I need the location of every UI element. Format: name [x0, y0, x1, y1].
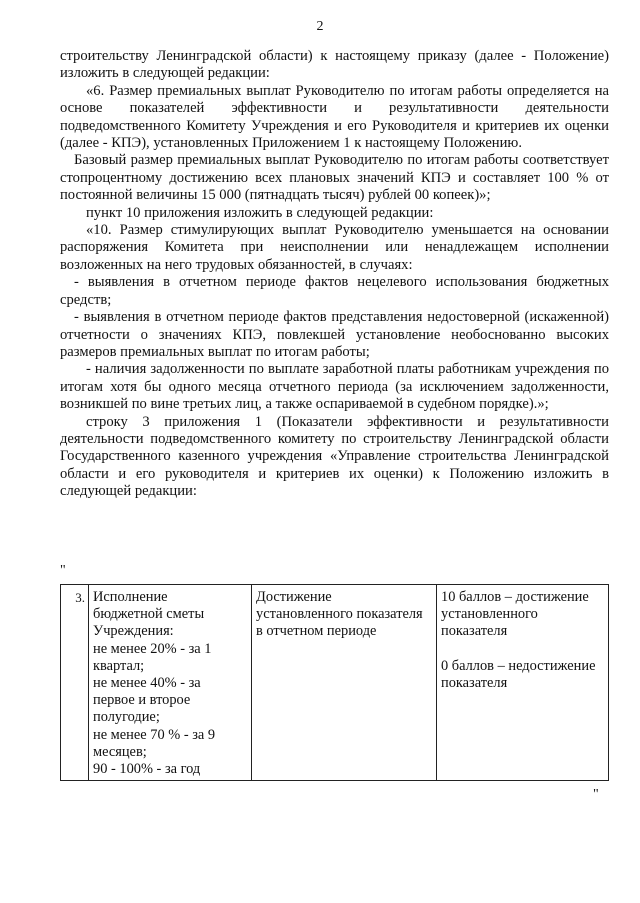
- paragraph-base-amount: Базовый размер премиальных выплат Руководителю по итогам работы соответствует стопроцентному достижению всех плановых значений КПЭ и составляет 100 % от постоянной величины 15 000 (пятнадцать тысяч) рублей 00 копеек)»;: [60, 152, 609, 204]
- indicator-line: месяцев;: [93, 743, 147, 760]
- criterion-line: в отчетном периоде: [256, 623, 377, 640]
- indicator-table: [60, 584, 609, 781]
- score-cell: [437, 585, 609, 781]
- paragraph-item-6: «6. Размер премиальных выплат Руководителю по итогам работы определяется на основе показателей эффективности и результативности деятельности подведомственного Комитету Учреждения и его Руководителя и критериев их оценки (далее - КПЭ), установленных Приложением 1 к настоящему Положению.: [60, 82, 609, 152]
- score-spacer: [441, 641, 605, 658]
- row-number-cell: 3.: [61, 585, 89, 781]
- paragraph-intro: строительству Ленинградской области) к настоящему приказу (далее - Положение) изложить в следующей редакции:: [60, 48, 609, 82]
- criterion-line: установленного показателя: [256, 606, 423, 623]
- criterion-line: Достижение: [256, 589, 332, 605]
- table-row: [61, 585, 609, 781]
- paragraph-case-misuse: - выявления в отчетном периоде фактов нецелевого использования бюджетных средств;: [60, 274, 609, 308]
- paragraph-item-10: «10. Размер стимулирующих выплат Руководителю уменьшается на основании распоряжения Комитета при неисполнении или ненадлежащем исполнении возложенных на него трудовых обязанностей, в случаях:: [60, 222, 609, 273]
- score-not-achieved-line: показателя: [441, 674, 508, 691]
- paragraph-case-false-reporting: - выявления в отчетном периоде фактов представления недостоверной (искаженной) отчетности о значениях КПЭ, повлекшей установление необоснованно высоких размеров премиальных выплат по итогам работы;: [60, 309, 609, 360]
- indicator-line: полугодие;: [93, 709, 160, 726]
- paragraph-point-10-intro: пункт 10 приложения изложить в следующей редакции:: [86, 204, 434, 221]
- score-achieved-line: 10 баллов – достижение: [441, 589, 589, 605]
- indicator-line: Учреждения:: [93, 623, 174, 640]
- indicator-line: 90 - 100% - за год: [93, 761, 201, 778]
- page-number: 2: [316, 19, 324, 34]
- indicator-line: не менее 70 % - за 9: [93, 726, 216, 743]
- indicator-line: квартал;: [93, 657, 145, 674]
- paragraph-case-wage-debt: - наличия задолженности по выплате заработной платы работникам учреждения по итогам хотя бы одного месяца отчетного периода (за исключением задолженности, возникшей по вине третьих лиц, а также оспариваемой в судебном порядке).»;: [60, 361, 609, 413]
- quote-open-mark: ": [60, 563, 66, 578]
- indicator-line: первое и второе: [93, 692, 191, 709]
- criterion-cell: [252, 585, 437, 781]
- indicator-line: не менее 40% - за: [93, 675, 201, 692]
- score-achieved-line: установленного: [441, 606, 538, 623]
- indicator-line: бюджетной сметы: [93, 606, 205, 623]
- document-body: [60, 48, 609, 501]
- score-not-achieved-line: 0 баллов – недостижение: [441, 657, 596, 674]
- quote-close-mark: ": [593, 787, 599, 802]
- indicator-cell: [89, 585, 252, 781]
- paragraph-row-3-intro: строку 3 приложения 1 (Показатели эффективности и результативности деятельности подведомственного комитету по строительству Ленинградской области Государственного казенного учреждения «Управление строительства Ленинградской области и его руководителя и критериев их оценки) к Положению изложить в следующей редакции:: [60, 413, 609, 500]
- score-achieved-line: показателя: [441, 623, 508, 640]
- indicator-line: Исполнение: [93, 589, 168, 605]
- indicator-line: не менее 20% - за 1: [93, 640, 212, 657]
